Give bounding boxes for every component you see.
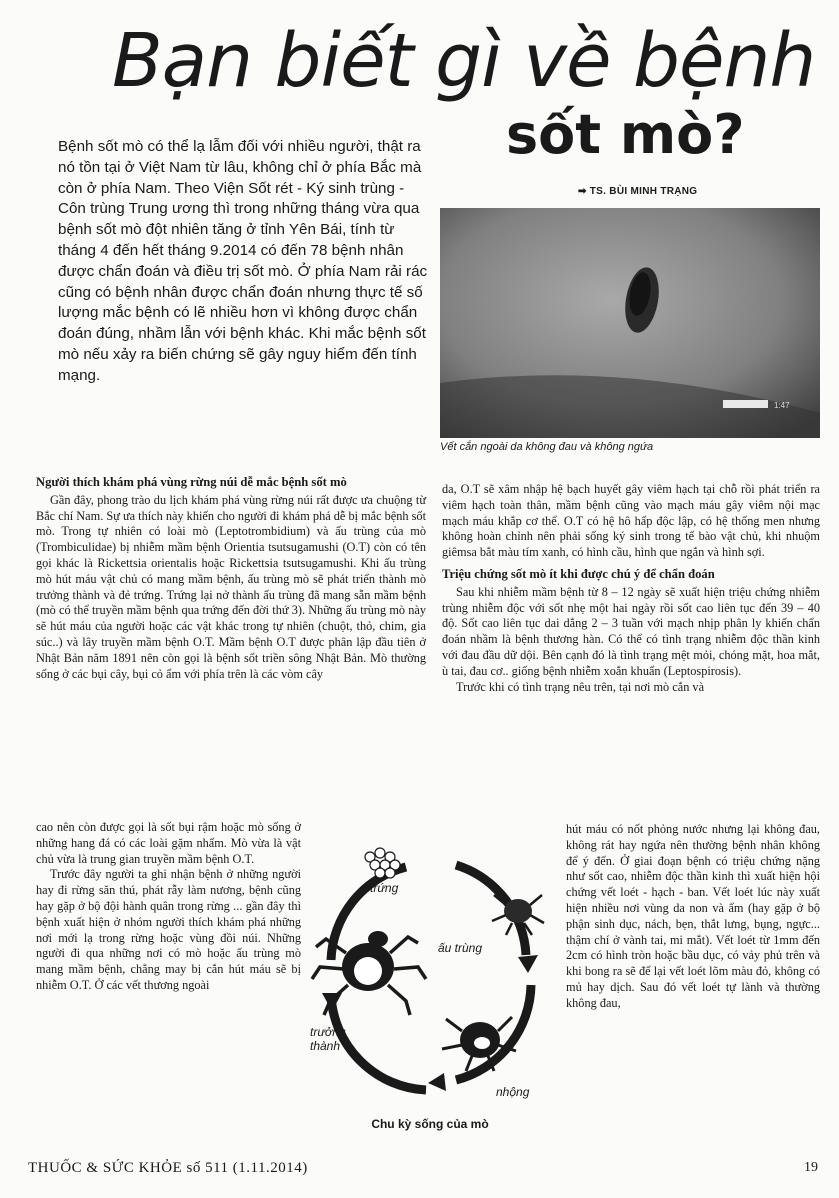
section2-column-lower: [566, 822, 820, 1012]
egg-cluster-icon: [365, 848, 400, 878]
section1-column-lower: [36, 820, 301, 994]
section1-column: [36, 475, 426, 682]
intro-text: Bệnh sốt mò có thể lạ lẫm đối với nhiều người, thật ra nó tồn tại ở Việt Nam từ lâu, không chỉ ở phía Bắc mà còn ở phía Nam. Theo Viện Sốt rét - Ký sinh trùng - Côn trùng Trung ương thì trong những tháng vừa qua bệnh sốt mò đột nhiên tăng ở tỉnh Yên Bái, tính từ tháng 4 đến hết tháng 9.2014 có đến 78 bệnh nhân được chẩn đoán và điều trị sốt mò. Ở phía Nam rải rác cũng có bệnh nhân được chẩn đoán nhưng thực tế số lượng mắc bệnh có lẽ nhiều hơn vì không được chẩn đoán đúng, nhầm lẫn với bệnh khác. Khi mắc bệnh sốt mò nếu xảy ra biến chứng sẽ gây nguy hiểm đến tính mạng.: [58, 138, 428, 384]
bite-photo-image: [440, 208, 820, 438]
label-egg: trứng: [370, 881, 399, 895]
svg-text:1:47: 1:47: [774, 401, 790, 410]
lifecycle-title: Chu kỳ sống của mò: [371, 1117, 489, 1131]
section2-heading: Triệu chứng sốt mò ít khi được chú ý để chẩn đoán: [442, 566, 715, 581]
photo-caption: Vết cắn ngoài da không đau và không ngứa: [440, 441, 654, 453]
section2-column: [442, 482, 820, 695]
title-line-2: sốt mò?: [506, 103, 745, 166]
section2-paragraph-1: Sau khi nhiễm mầm bệnh từ 8 – 12 ngày sẽ xuất hiện triệu chứng nhiễm trùng nhiễm độc với sốt nhẹ một hai ngày rồi sốt cao liên tục đến 39 – 40 độ. Sốt cao liên tục dai dẳng 2 – 3 tuần với mạch nhịp phân ly khiến chẩn đoán nhầm là bệnh thương hàn. Có thể có tình trạng nhiễm độc thần kinh với đau đầu dữ dội. Bên cạnh đó là tình trạng mệt mỏi, chóng mặt, hoa mắt, ù tai, đau cơ.. giống bệnh nhiễm xoắn khuẩn (Leptospirosis).: [442, 584, 820, 678]
section1-paragraph-1-cont: cao nên còn được gọi là sốt bụi rậm hoặc mò sống ở những hang đá có các loài gặm nhấm. Mò vừa là vật chủ vừa là trung gian truyền mầm bệnh O.T.: [36, 820, 301, 866]
section1-paragraph-1: Gần đây, phong trào du lịch khám phá vùng rừng núi rất được ưa chuộng từ Bắc chí Nam. Sự ưa thích này khiến cho người đi khám phá dễ bị mắc bệnh sốt mò. Trong tự nhiên có loài mò (Leptotrombidium) và ấu trùng của mò (Trombiculidae) bị nhiễm mầm bệnh Orientia tsutsugamushi (O.T) còn có tên gọi khác là Rickettsia orientalis hoặc Rickettsia tsutsugamushi. Khi ấu trùng mò hút máu vật chủ có mang mầm bệnh, ấu trùng mò sẽ phát triển thành mò trưởng thành và đẻ trứng. Trứng lại nở thành ấu trùng đã mang sẵn mầm bệnh (mò có thể truyền mầm bệnh qua trứng đến đời thứ 3). Những ấu trùng mò này sẽ hút máu của người hoặc các vật khác trong tự nhiên (chuột, thỏ, chim, gia súc..) và lây truyền mầm bệnh O.T. Mầm bệnh O.T được phân lập đầu tiên ở Nhật Bản năm 1891 nên còn gọi là bệnh sốt triền sông Nhật Bản. Mò thường sống ở các bụi cây, bụi cỏ ẩm với phía trên là các vòm cây: [36, 492, 426, 681]
section2-paragraph-top: da, O.T sẽ xâm nhập hệ bạch huyết gây viêm hạch tại chỗ rồi phát triển ra viêm hạch toàn thân, mầm bệnh cũng vào mạch máu gây viêm nội mạc mạch máu khắp cơ thể. O.T có hệ hô hấp độc lập, có hệ thống men nhưng không hoàn chỉnh nên phải sống ký sinh trong tế bào vật chủ, khi nhuộm giêmsa bắt màu tím xanh, có hình cầu, hình que ngắn và hình sợi.: [442, 482, 820, 560]
section1-paragraph-2: Trước đây người ta ghi nhận bệnh ở những người hay đi rừng săn thú, phát rẫy làm nương, bệnh cũng hay gặp ở bộ đội hành quân trong rừng ... gần đây thì bệnh xuất hiện ở nhóm người thích khám phá những nơi mới lạ trong rừng hoặc vùng đồi núi. Những người đi qua những nơi có mò hoặc ấu trùng mò mang mầm bệnh, chẳng may bị cắn hút máu sẽ bị nhiễm O.T. Ở các vết thương ngoài: [36, 867, 301, 992]
label-nymph: nhộng: [496, 1085, 530, 1099]
label-larva: ấu trùng: [438, 941, 483, 955]
label-adult: trưởng thành: [310, 1025, 346, 1053]
footer-journal: THUỐC & SỨC KHỎE số 511 (1.11.2014): [28, 1160, 308, 1176]
author-byline: ➡ TS. BÙI MINH TRẠNG: [578, 186, 698, 197]
section2-paragraph-2-cont: hút máu có nốt phỏng nước nhưng lại không đau, không rát hay ngứa nên thường bệnh nhân không để ý đến. Ở giai đoạn bệnh có triệu chứng nặng như sốt cao, nhiễm độc thần kinh thì xuất hiện hội chứng vết loét - hạch - ban. Vết loét lúc này xuất hiện nhiều nơi vùng da non và ẩm (hay gặp ở bộ phận sinh dục, nách, bẹn, thắt lưng, bụng, ngực... thậm chí ở vành tai, mi mắt). Vết loét từ 1mm đến 2cm có hình tròn hoặc bầu dục, có vảy phủ trên và khi bong ra sẽ để lại vết loét lõm màu đỏ, không có mủ hay dịch. Sau đó vết loét tự lành và thường không đau,: [566, 822, 820, 1010]
section1-heading: Người thích khám phá vùng rừng núi dễ mắc bệnh sốt mò: [36, 475, 347, 489]
lifecycle-graphic: [306, 835, 554, 1115]
title-line-1: Bạn biết gì về bệnh: [112, 18, 816, 104]
lifecycle-diagram: [306, 835, 554, 1135]
page-number: 19: [804, 1160, 818, 1175]
bite-photo: [440, 208, 820, 438]
section2-paragraph-2-start: Trước khi có tình trạng nêu trên, tại nơi mò cắn và: [456, 679, 705, 694]
intro-paragraph: [58, 137, 428, 387]
